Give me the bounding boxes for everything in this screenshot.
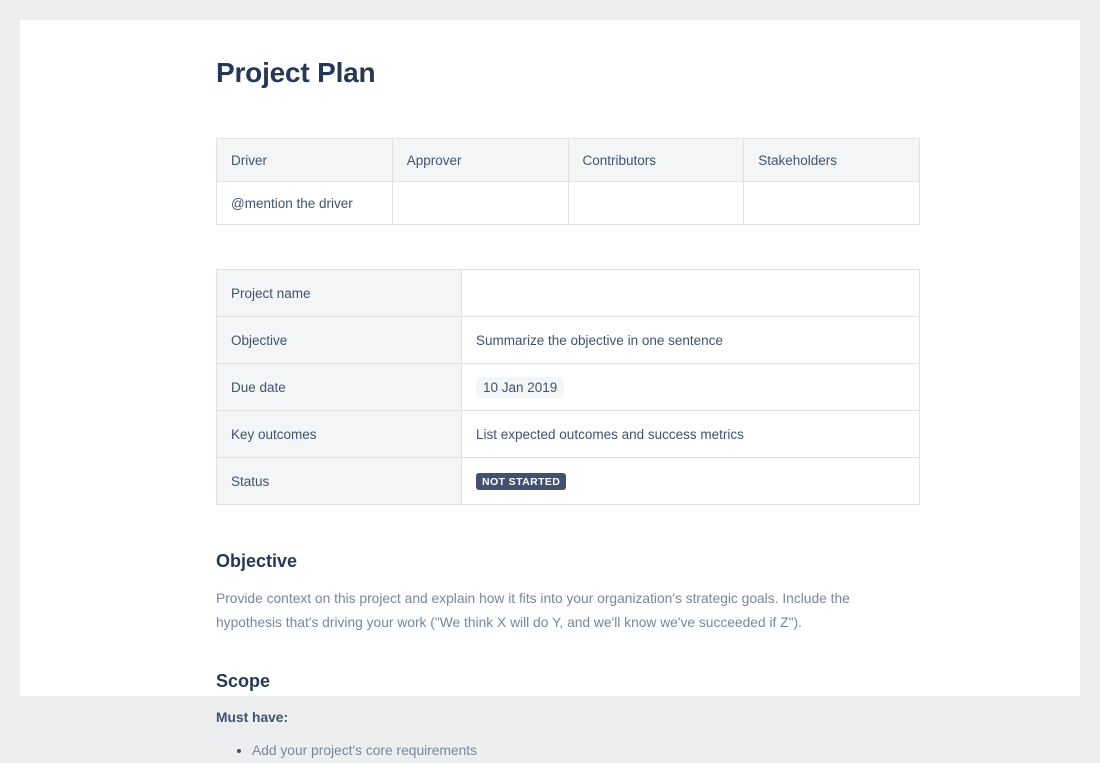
list-item: • Add your project's core requirements <box>252 739 936 763</box>
cell-driver[interactable]: @mention the driver <box>217 182 393 225</box>
cell-contributors[interactable] <box>568 182 744 225</box>
date-chip[interactable]: 10 Jan 2019 <box>476 377 564 398</box>
label-key-outcomes: Key outcomes <box>217 411 462 458</box>
value-due-date[interactable] <box>462 364 920 411</box>
label-objective: Objective <box>217 317 462 364</box>
section-heading-scope: Scope <box>216 671 271 691</box>
table-row <box>217 182 920 225</box>
section-heading-objective: Objective <box>216 551 298 571</box>
table-row-project-name <box>217 270 920 317</box>
column-header-contributors: Contributors <box>568 139 744 182</box>
project-info-table <box>216 269 920 505</box>
status-badge[interactable]: NOT STARTED <box>476 473 566 490</box>
value-objective[interactable]: Summarize the objective in one sentence <box>462 317 920 364</box>
section-paragraph-objective: Provide context on this project and explain how it fits into your organization's strategic goals. Include the hypothesis that's driving your work ("We think X will do Y, and we'll know we've succeeded if Z"). <box>216 591 850 630</box>
cell-approver[interactable] <box>392 182 568 225</box>
label-status: Status <box>217 458 462 505</box>
scope-bullet-list <box>216 739 936 763</box>
roles-table <box>216 138 920 225</box>
table-header-row <box>217 139 920 182</box>
label-due-date: Due date <box>217 364 462 411</box>
column-header-driver: Driver <box>217 139 393 182</box>
table-row-due-date <box>217 364 920 411</box>
table-row-key-outcomes <box>217 411 920 458</box>
column-header-stakeholders: Stakeholders <box>744 139 920 182</box>
document-page <box>20 20 1080 758</box>
table-row-status <box>217 458 920 505</box>
document-content <box>20 20 936 763</box>
value-status[interactable] <box>462 458 920 505</box>
value-project-name[interactable] <box>462 270 920 317</box>
scope-subhead-must-have: Must have: <box>216 710 289 725</box>
table-row-objective <box>217 317 920 364</box>
cell-stakeholders[interactable] <box>744 182 920 225</box>
page-title: Project Plan <box>216 57 376 88</box>
value-key-outcomes[interactable]: List expected outcomes and success metrics <box>462 411 920 458</box>
label-project-name: Project name <box>217 270 462 317</box>
column-header-approver: Approver <box>392 139 568 182</box>
